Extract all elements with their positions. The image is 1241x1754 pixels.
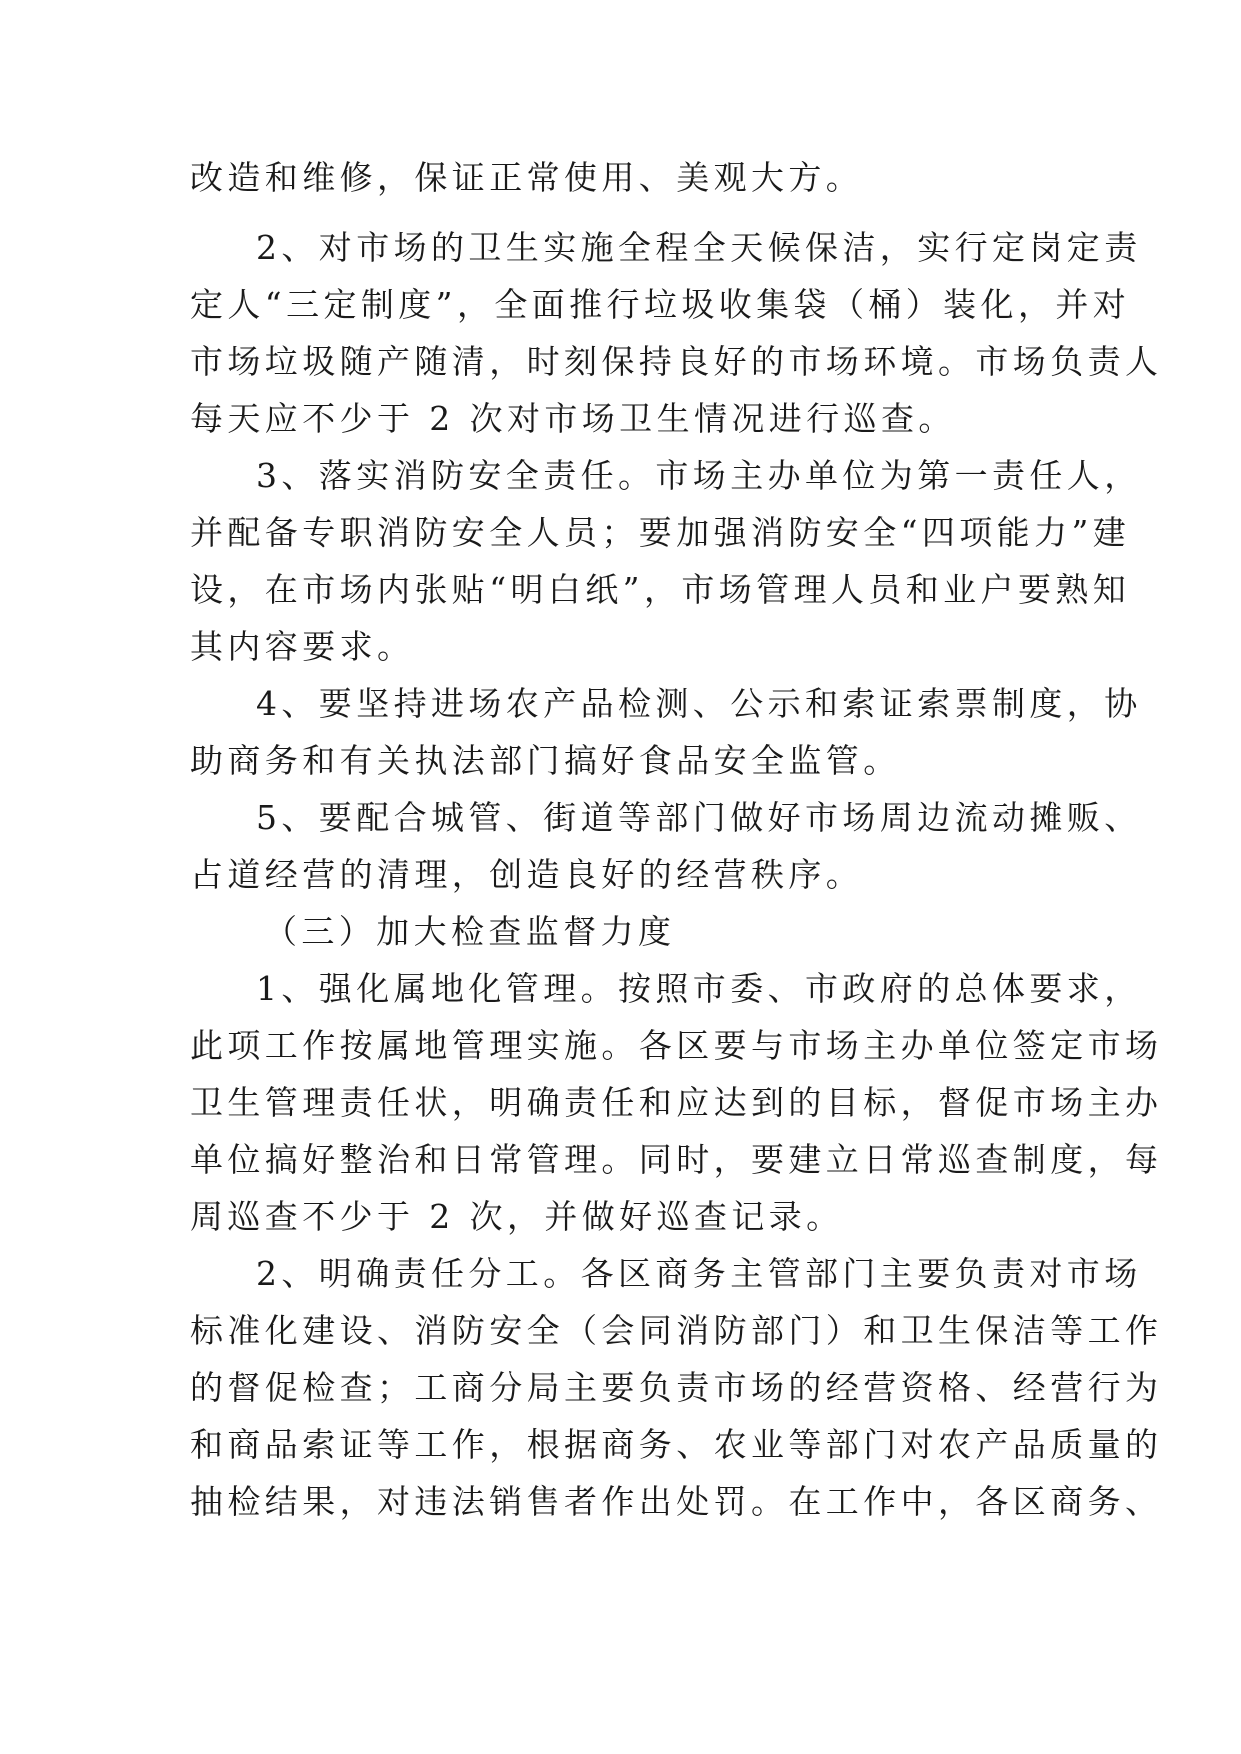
text-line: 周巡查不少于 2 次，并做好巡查记录。 — [190, 1197, 844, 1236]
text-line: 助商务和有关执法部门搞好食品安全监管。 — [190, 741, 901, 780]
paragraph-item-1-start: 1、强化属地化管理。按照市委、市政府的总体要求， — [256, 969, 1142, 1008]
text-line: 定人“三定制度”，全面推行垃圾收集袋（桶）装化，并对 — [190, 285, 1131, 324]
text-line: 其内容要求。 — [190, 627, 415, 666]
paragraph-item-2-start: 2、对市场的卫生实施全程全天候保洁，实行定岗定责 — [256, 228, 1142, 267]
text-line: 单位搞好整治和日常管理。同时，要建立日常巡查制度，每 — [190, 1140, 1163, 1179]
text-line: 标准化建设、消防安全（会同消防部门）和卫生保洁等工作 — [190, 1311, 1163, 1350]
text-line: 改造和维修，保证正常使用、美观大方。 — [190, 158, 864, 197]
paragraph-item-3-start: 3、落实消防安全责任。市场主办单位为第一责任人， — [256, 456, 1142, 495]
section-heading: （三）加大检查监督力度 — [264, 912, 676, 951]
text-line: 每天应不少于 2 次对市场卫生情况进行巡查。 — [190, 399, 956, 438]
text-line: 占道经营的清理，创造良好的经营秩序。 — [190, 855, 864, 894]
text-line: 此项工作按属地管理实施。各区要与市场主办单位签定市场 — [190, 1026, 1163, 1065]
text-line: 并配备专职消防安全人员；要加强消防安全“四项能力”建 — [190, 513, 1131, 552]
paragraph-item-5-start: 5、要配合城管、街道等部门做好市场周边流动摊贩、 — [256, 798, 1142, 837]
text-line: 的督促检查；工商分局主要负责市场的经营资格、经营行为 — [190, 1368, 1163, 1407]
text-line: 设，在市场内张贴“明白纸”，市场管理人员和业户要熟知 — [190, 570, 1131, 609]
text-line: 卫生管理责任状，明确责任和应达到的目标，督促市场主办 — [190, 1083, 1163, 1122]
text-line: 和商品索证等工作，根据商务、农业等部门对农产品质量的 — [190, 1425, 1163, 1464]
text-line: 抽检结果，对违法销售者作出处罚。在工作中，各区商务、 — [190, 1482, 1163, 1521]
paragraph-item-2b-start: 2、明确责任分工。各区商务主管部门主要负责对市场 — [256, 1254, 1142, 1293]
paragraph-item-4-start: 4、要坚持进场农产品检测、公示和索证索票制度，协 — [256, 684, 1142, 723]
text-line: 市场垃圾随产随清，时刻保持良好的市场环境。市场负责人 — [190, 342, 1163, 381]
